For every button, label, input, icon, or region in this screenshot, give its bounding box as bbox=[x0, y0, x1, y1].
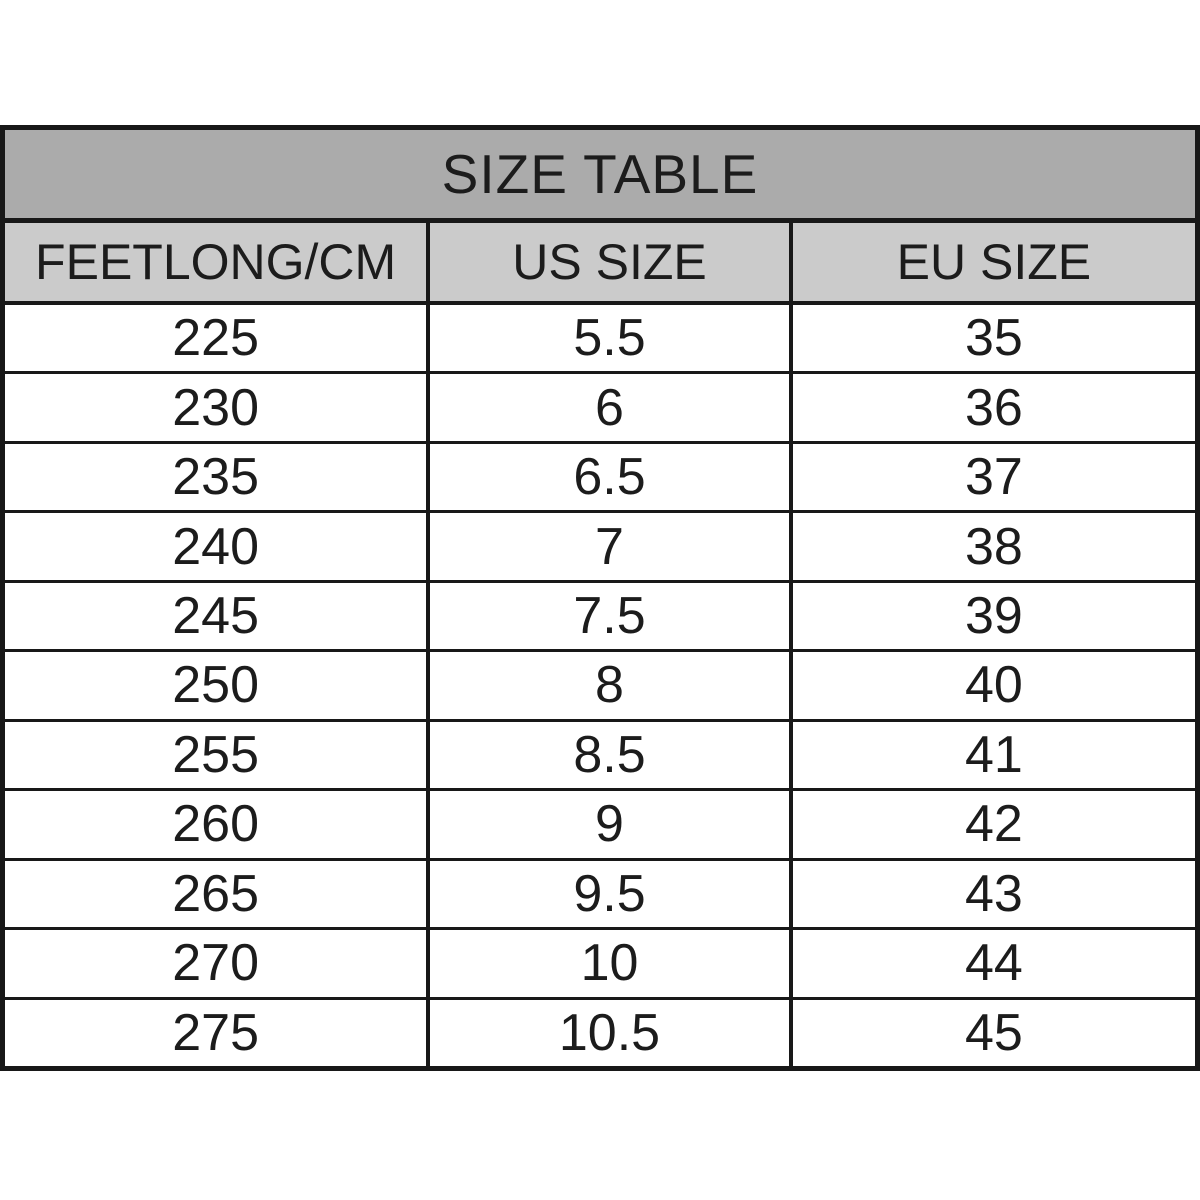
cell-eu-size: 42 bbox=[964, 795, 1023, 854]
cell-eu-size: 40 bbox=[964, 656, 1023, 715]
cell-us-size: 6 bbox=[426, 374, 793, 440]
cell-feetlong: 240 bbox=[172, 517, 259, 576]
cell-us-size: 8 bbox=[426, 652, 793, 718]
cell-us-size: 10 bbox=[426, 930, 793, 996]
cell-feetlong: 260 bbox=[172, 795, 259, 854]
table-title-label: SIZE TABLE bbox=[441, 143, 759, 205]
cell-us-size: 10.5 bbox=[426, 1000, 793, 1066]
cell-eu-size: 36 bbox=[964, 378, 1023, 437]
cell-us-size: 6.5 bbox=[426, 444, 793, 510]
cell-us-size: 5.5 bbox=[426, 305, 793, 371]
cell-us-size: 9 bbox=[426, 791, 793, 857]
table-title bbox=[5, 130, 1195, 223]
cell-eu-size: 44 bbox=[964, 934, 1023, 993]
cell-feetlong: 265 bbox=[172, 864, 259, 923]
table-row bbox=[5, 1000, 1195, 1066]
table-header-row bbox=[5, 223, 1195, 305]
table-row bbox=[5, 444, 1195, 513]
table-row bbox=[5, 861, 1195, 930]
cell-eu-size: 41 bbox=[964, 725, 1023, 784]
table-row bbox=[5, 930, 1195, 999]
cell-eu-size: 35 bbox=[964, 309, 1023, 368]
table-row bbox=[5, 791, 1195, 860]
cell-eu-size: 37 bbox=[964, 448, 1023, 507]
column-header-eu-size: EU SIZE bbox=[896, 234, 1092, 290]
table-row bbox=[5, 374, 1195, 443]
table-row bbox=[5, 513, 1195, 582]
cell-us-size: 8.5 bbox=[426, 722, 793, 788]
cell-feetlong: 235 bbox=[172, 448, 259, 507]
table-row bbox=[5, 652, 1195, 721]
cell-feetlong: 245 bbox=[172, 587, 259, 646]
table-row bbox=[5, 305, 1195, 374]
table-row bbox=[5, 722, 1195, 791]
cell-eu-size: 39 bbox=[964, 587, 1023, 646]
table-row bbox=[5, 583, 1195, 652]
column-header-feetlong: FEETLONG/CM bbox=[35, 234, 397, 290]
cell-us-size: 7 bbox=[426, 513, 793, 579]
size-table bbox=[0, 125, 1200, 1071]
cell-feetlong: 255 bbox=[172, 725, 259, 784]
cell-us-size: 9.5 bbox=[426, 861, 793, 927]
cell-feetlong: 225 bbox=[172, 309, 259, 368]
cell-feetlong: 270 bbox=[172, 934, 259, 993]
cell-feetlong: 250 bbox=[172, 656, 259, 715]
cell-eu-size: 45 bbox=[964, 1003, 1023, 1062]
column-header-us-size: US SIZE bbox=[426, 223, 793, 301]
cell-feetlong: 275 bbox=[172, 1003, 259, 1062]
cell-eu-size: 43 bbox=[964, 864, 1023, 923]
cell-feetlong: 230 bbox=[172, 378, 259, 437]
cell-us-size: 7.5 bbox=[426, 583, 793, 649]
cell-eu-size: 38 bbox=[964, 517, 1023, 576]
